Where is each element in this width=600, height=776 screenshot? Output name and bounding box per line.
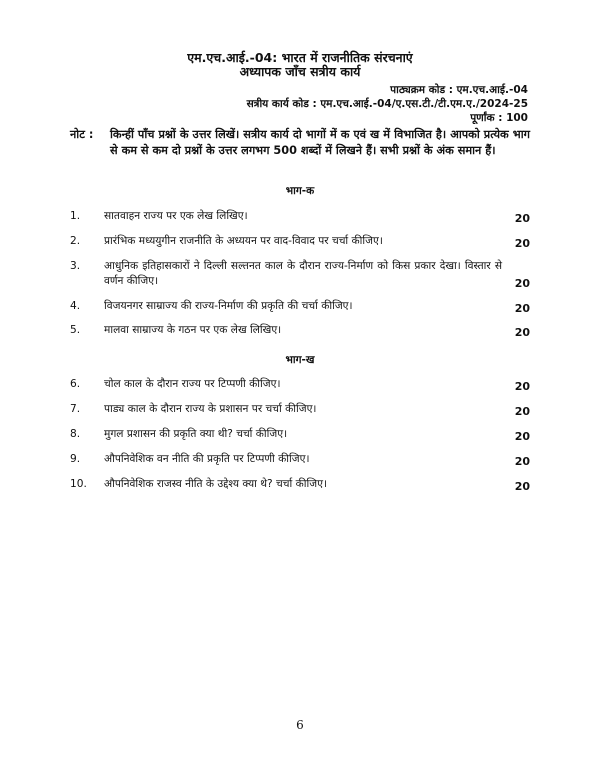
- question-number: 9.: [70, 453, 81, 465]
- question-text: प्रारंभिक मध्ययुगीन राजनीति के अध्ययन पर वाद-विवाद पर चर्चा कीजिए।: [104, 235, 383, 247]
- question-marks: 20: [514, 302, 530, 315]
- question-text: पाड्य काल के दौरान राज्य के प्रशासन पर चर्चा कीजिए।: [104, 403, 317, 415]
- note-label: नोट :: [70, 128, 94, 141]
- question-marks: 20: [514, 212, 530, 225]
- document-subtitle: अध्यापक जाँच सत्रीय कार्य: [239, 64, 361, 79]
- section-b-heading: भाग-ख: [285, 354, 315, 366]
- question-9: [70, 452, 530, 467]
- question-number: 6.: [70, 378, 81, 390]
- question-number: 7.: [70, 403, 81, 415]
- question-text: औपनिवेशिक वन नीति की प्रकृति पर टिप्पणी कीजिए।: [104, 453, 310, 465]
- page-number: 6: [296, 718, 304, 732]
- question-marks: 20: [514, 405, 530, 418]
- document-title: एम.एच.आई.-04: भारत में राजनीतिक संरचनाएं: [187, 50, 413, 65]
- question-text: औपनिवेशिक राजस्व नीति के उद्देश्य क्या थे? चर्चा कीजिए।: [104, 478, 327, 490]
- instructions-note: [70, 127, 530, 158]
- question-text: मुगल प्रशासन की प्रकृति क्या थी? चर्चा कीजिए।: [104, 428, 288, 440]
- question-6: [70, 377, 530, 392]
- question-3: [70, 259, 530, 289]
- max-marks: पूर्णांक : 100: [470, 112, 528, 124]
- question-number: 4.: [70, 300, 81, 312]
- question-text: विजयनगर साम्राज्य की राज्य-निर्माण की प्रकृति की चर्चा कीजिए।: [104, 300, 353, 312]
- question-marks: 20: [514, 380, 530, 393]
- question-4: [70, 299, 530, 314]
- question-text: चोल काल के दौरान राज्य पर टिप्पणी कीजिए।: [104, 378, 281, 390]
- question-number: 10.: [70, 478, 87, 490]
- question-number: 3.: [70, 260, 81, 272]
- question-7: [70, 402, 530, 417]
- course-code: पाठ्यक्रम कोड : एम.एच.आई.-04: [390, 84, 528, 96]
- section-a-heading: भाग-क: [285, 185, 315, 197]
- question-marks: 20: [514, 277, 530, 290]
- note-text: किन्हीं पाँच प्रश्नों के उत्तर लिखें। सत्रीय कार्य दो भागों में क एवं ख में विभाजित है। आपको प्रत्येक भाग से कम से कम दो प्रश्नों के उत्तर लगभग 500 शब्दों में लिखने हैं। सभी प्रश्नों के अंक समान हैं।: [110, 128, 530, 157]
- question-marks: 20: [514, 480, 530, 493]
- question-marks: 20: [514, 430, 530, 443]
- question-number: 5.: [70, 324, 81, 336]
- question-5: [70, 323, 530, 338]
- question-10: [70, 477, 530, 492]
- question-text: आधुनिक इतिहासकारों ने दिल्ली सल्तनत काल के दौरान राज्य-निर्माण को किस प्रकार देखा। विस्तार से वर्णन कीजिए।: [104, 260, 502, 287]
- question-text: सातवाहन राज्य पर एक लेख लिखिए।: [104, 210, 248, 222]
- question-number: 1.: [70, 210, 81, 222]
- question-1: [70, 209, 530, 224]
- question-marks: 20: [514, 326, 530, 339]
- question-2: [70, 234, 530, 249]
- question-text: मालवा साम्राज्य के गठन पर एक लेख लिखिए।: [104, 324, 282, 336]
- question-marks: 20: [514, 237, 530, 250]
- assignment-code: सत्रीय कार्य कोड : एम.एच.आई.-04/ए.एस.टी./टी.एम.ए./2024-25: [246, 98, 528, 110]
- question-marks: 20: [514, 455, 530, 468]
- question-8: [70, 427, 530, 442]
- question-number: 2.: [70, 235, 81, 247]
- question-number: 8.: [70, 428, 81, 440]
